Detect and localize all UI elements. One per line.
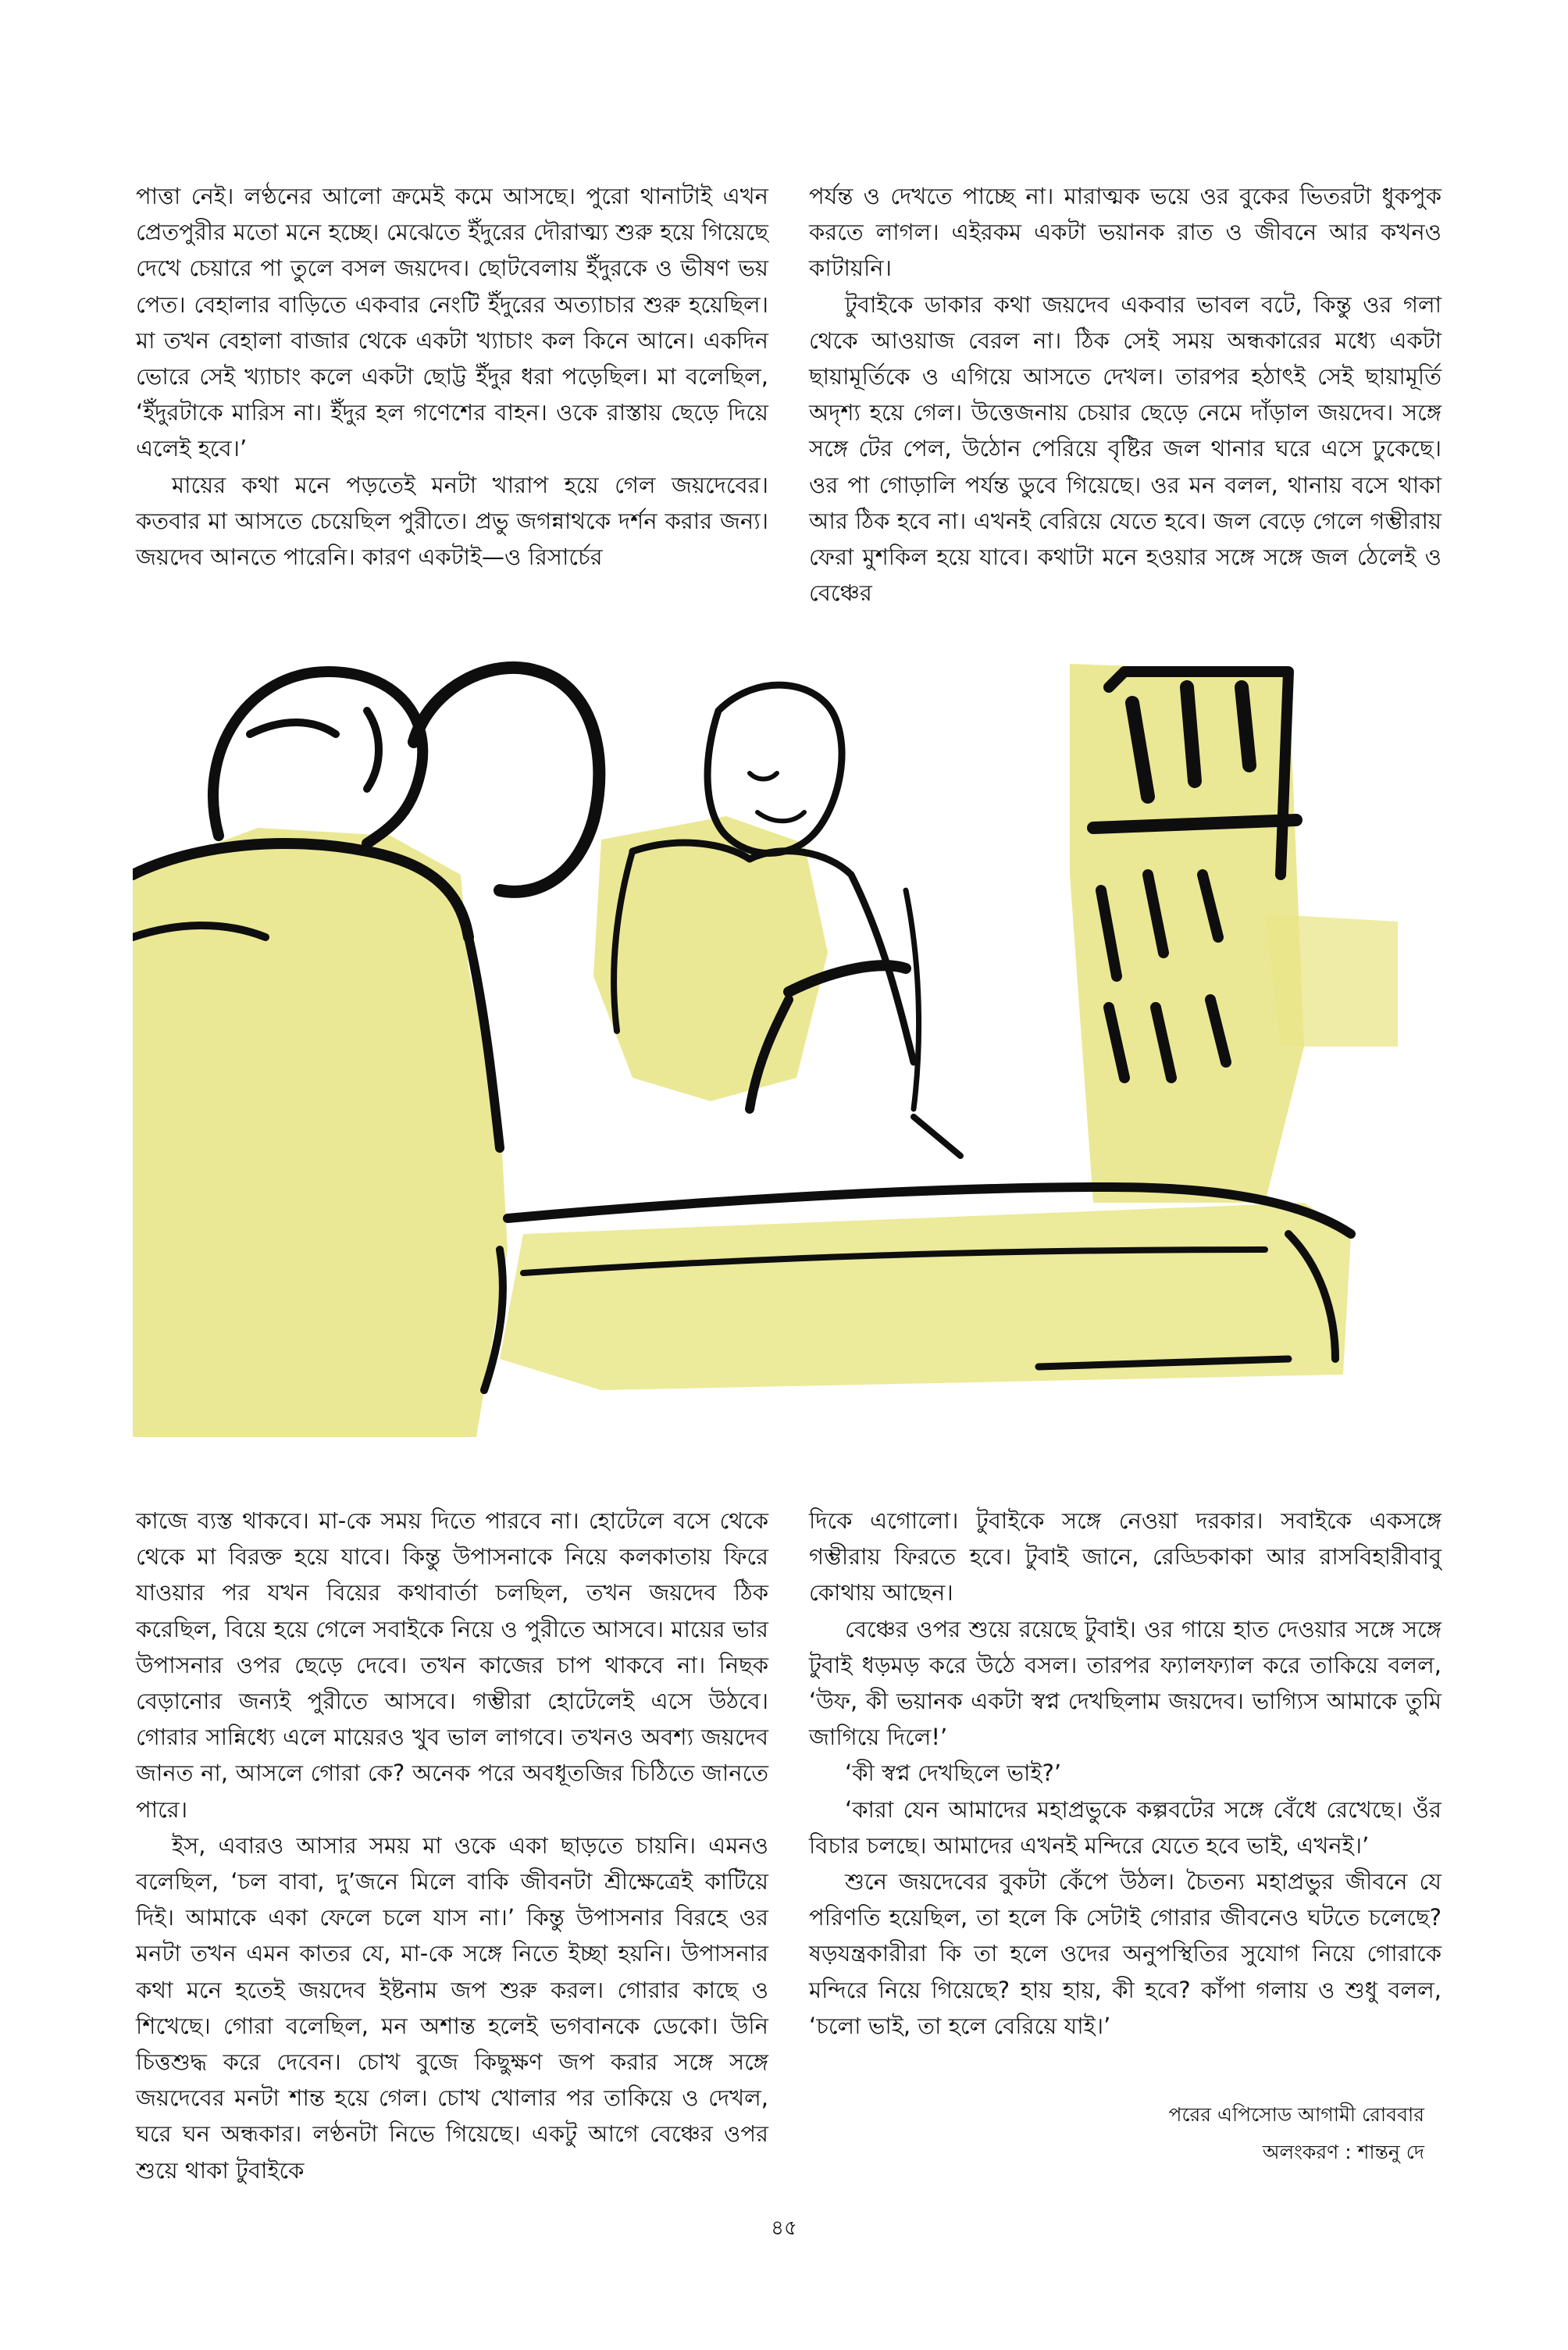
article-column-top-right (809, 178, 1441, 611)
paragraph: ইস, এবারও আসার সময় মা ওকে একা ছাড়তে চায়নি। এমনও বলেছিল, ‘চল বাবা, দু’জনে মিলে বাকি জীবনটা শ্রীক্ষেত্রেই কাটিয়ে দিই। আমাকে একা ফেলে চলে যাস না।’ কিন্তু উপাসনার বিরহে ওর মনটা তখন এমন কাতর যে, মা-কে সঙ্গে নিতে ইচ্ছা হয়নি। উপাসনার কথা মনে হতেই জয়দেব ইষ্টনাম জপ শুরু করল। গোরার কাছে ও শিখেছে। গোরা বলেছিল, মন অশান্ত হলেই ভগবানকে ডেকো। উনি চিত্তশুদ্ধ করে দেবেন। চোখ বুজে কিছুক্ষণ জপ করার সঙ্গে সঙ্গে জয়দেবের মনটা শান্ত হয়ে গেল। চোখ খোলার পর তাকিয়ে ও দেখল, ঘরে ঘন অন্ধকার। লণ্ঠনটা নিভে গিয়েছে। একটু আগে বেঞ্চের ওপর শুয়ে থাকা টুবাইকে (136, 1831, 768, 2184)
article-column-bottom-right (809, 1503, 1441, 2044)
next-episode-note: পরের এপিসোড আগামী রোববার (1168, 2103, 1424, 2126)
paragraph: মায়ের কথা মনে পড়তেই মনটা খারাপ হয়ে গেল জয়দেবের। কতবার মা আসতে চেয়েছিল পুরীতে। প্রভু জগন্নাথকে দর্শন করার জন্য। জয়দেব আনতে পারেনি। কারণ একটাই—ও রিসার্চের (136, 471, 768, 571)
paragraph: বেঞ্চের ওপর শুয়ে রয়েছে টুবাই। ওর গায়ে হাত দেওয়ার সঙ্গে সঙ্গে টুবাই ধড়মড় করে উঠে বসল। তারপর ফ্যালফ্যাল করে তাকিয়ে বলল, ‘উফ, কী ভয়ানক একটা স্বপ্ন দেখছিলাম জয়দেব। ভাগ্যিস আমাকে তুমি জাগিয়ে দিলে!’ (809, 1615, 1441, 1751)
article-column-top-left (136, 178, 768, 575)
illustrator-credit: অলংকরণ : শান্তনু দে (1262, 2141, 1424, 2163)
story-illustration (133, 640, 1429, 1445)
paragraph: পাত্তা নেই। লণ্ঠনের আলো ক্রমেই কমে আসছে। পুরো থানাটাই এখন প্রেতপুরীর মতো মনে হচ্ছে। মেঝেতে ইঁদুরের দৌরাত্ম্য শুরু হয়ে গিয়েছে দেখে চেয়ারে পা তুলে বসল জয়দেব। ছোটবেলায় ইঁদুরকে ও ভীষণ ভয় পেত। বেহালার বাড়িতে একবার নেংটি ইঁদুরের অত্যাচার শুরু হয়েছিল। মা তখন বেহালা বাজার থেকে একটা খ্যাচাং কল কিনে আনে। একদিন ভোরে সেই খ্যাচাং কলে একটা ছোট্ট ইঁদুর ধরা পড়েছিল। মা বলেছিল, ‘ইঁদুরটাকে মারিস না। ইঁদুর হল গণেশের বাহন। ওকে রাস্তায় ছেড়ে দিয়ে এলেই হবে।’ (136, 183, 768, 462)
paragraph: পর্যন্ত ও দেখতে পাচ্ছে না। মারাত্মক ভয়ে ওর বুকের ভিতরটা ধুকপুক করতে লাগল। এইরকম একটা ভয়ানক রাত ও জীবনে আর কখনও কাটায়নি। (809, 183, 1441, 282)
paragraph: ‘কী স্বপ্ন দেখছিলে ভাই?’ (845, 1760, 1062, 1787)
article-column-bottom-left (136, 1503, 768, 2188)
paragraph: শুনে জয়দেবের বুকটা কেঁপে উঠল। চৈতন্য মহাপ্রভুর জীবনে যে পরিণতি হয়েছিল, তা হলে কি সেটাই গোরার জীবনেও ঘটতে চলেছে? ষড়যন্ত্রকারীরা কি তা হলে ওদের অনুপস্থিতির সুযোগ নিয়ে গোরাকে মন্দিরে নিয়ে গিয়েছে? হায় হায়, কী হবে? কাঁপা গলায় ও শুধু বলল, ‘চলো ভাই, তা হলে বেরিয়ে যাই।’ (809, 1868, 1441, 2039)
paragraph: কাজে ব্যস্ত থাকবে। মা-কে সময় দিতে পারবে না। হোটেলে বসে থেকে থেকে মা বিরক্ত হয়ে যাবে। কিন্তু উপাসনাকে নিয়ে কলকাতায় ফিরে যাওয়ার পর যখন বিয়ের কথাবার্তা চলছিল, তখন জয়দেব ঠিক করেছিল, বিয়ে হয়ে গেলে সবাইকে নিয়ে ও পুরীতে আসবে। মায়ের ভার উপাসনার ওপর ছেড়ে দেবে। তখন কাজের চাপ থাকবে না। নিছক বেড়ানোর জন্যই পুরীতে আসবে। গম্ভীরা হোটেলেই এসে উঠবে। গোরার সান্নিধ্যে এলে মায়েরও খুব ভাল লাগবে। তখনও অবশ্য জয়দেব জানত না, আসলে গোরা কে? অনেক পরে অবধূতজির চিঠিতে জানতে পারে। (136, 1507, 768, 1823)
paragraph: টুবাইকে ডাকার কথা জয়দেব একবার ভাবল বটে, কিন্তু ওর গলা থেকে আওয়াজ বেরল না। ঠিক সেই সময় অন্ধকারের মধ্যে একটা ছায়ামূর্তিকে ও এগিয়ে আসতে দেখল। তারপর হঠাৎই সেই ছায়ামূর্তি অদৃশ্য হয়ে গেল। উত্তেজনায় চেয়ার ছেড়ে নেমে দাঁড়াল জয়দেব। সঙ্গে সঙ্গে টের পেল, উঠোন পেরিয়ে বৃষ্টির জল থানার ঘরে এসে ঢুকেছে। ওর পা গোড়ালি পর্যন্ত ডুবে গিয়েছে। ওর মন বলল, থানায় বসে থাকা আর ঠিক হবে না। এখনই বেরিয়ে যেতে হবে। জল বেড়ে গেলে গম্ভীরায় ফেরা মুশকিল হয়ে যাবে। কথাটা মনে হওয়ার সঙ্গে সঙ্গে জল ঠেলেই ও বেঞ্চের (809, 291, 1441, 607)
paragraph: ‘কারা যেন আমাদের মহাপ্রভুকে কল্পবটের সঙ্গে বেঁধে রেখেছে। ওঁর বিচার চলছে। আমাদের এখনই মন্দিরে যেতে হবে ভাই, এখনই।’ (809, 1795, 1441, 1859)
page-number: ৪৫ (771, 2216, 797, 2240)
paragraph: দিকে এগোলো। টুবাইকে সঙ্গে নেওয়া দরকার। সবাইকে একসঙ্গে গম্ভীরায় ফিরতে হবে। টুবাই জানে, রেড্ডিকাকা আর রাসবিহারীবাবু কোথায় আছেন। (809, 1507, 1441, 1606)
